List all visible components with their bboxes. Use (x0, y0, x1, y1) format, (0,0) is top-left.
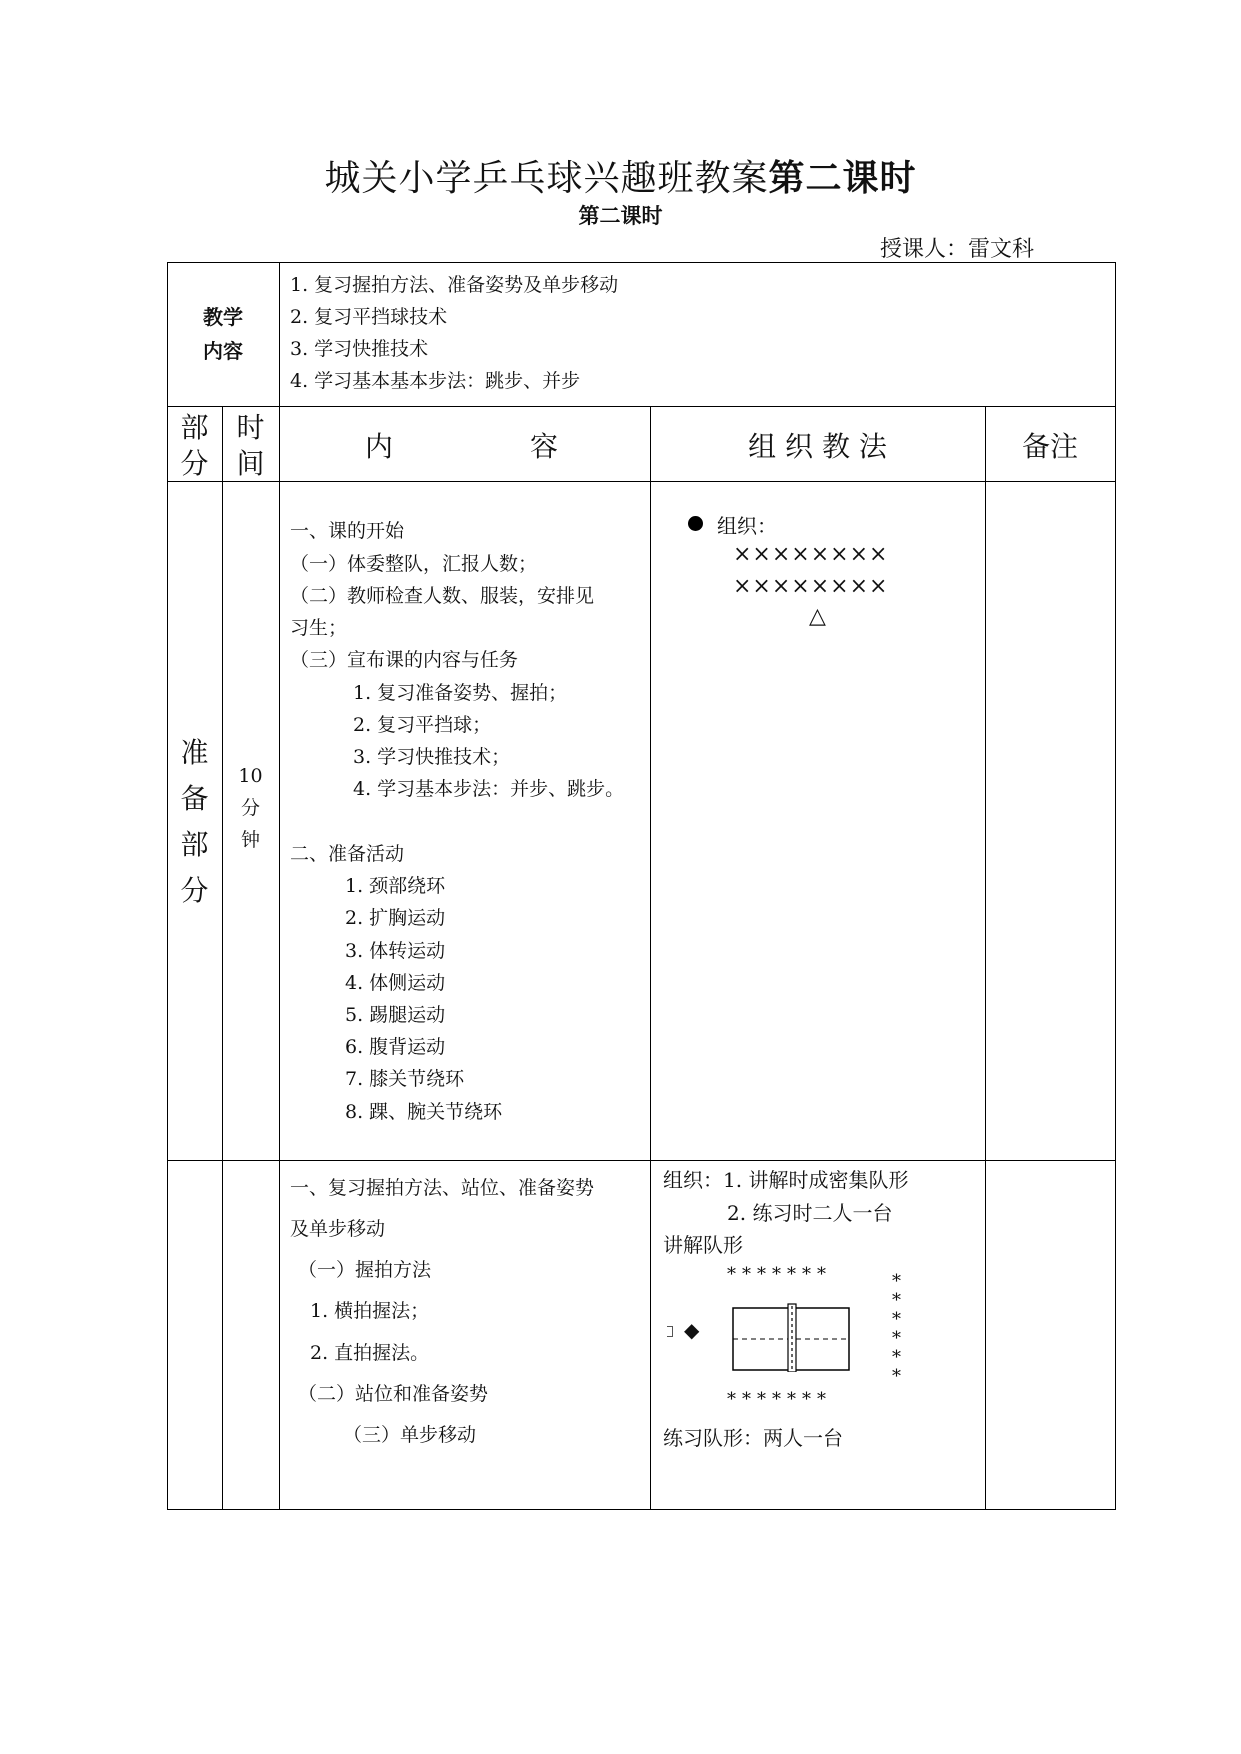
prep-part-label (167, 730, 222, 914)
header-content-b: 容 (530, 430, 559, 463)
teaching-content-item: 3. 学习快推技术 (290, 338, 429, 360)
ping-pong-table-icon (732, 1302, 850, 1372)
page-subtitle: 第二课时 (578, 204, 663, 228)
prep-content-line: 4. 体侧运动 (345, 972, 446, 994)
prep-part-char: 备 (180, 782, 209, 815)
basic-content-line: 1. 横拍握法； (310, 1300, 430, 1322)
teaching-content-label-line2: 内容 (203, 339, 243, 363)
students-column-right (892, 1272, 901, 1386)
prep-content-line: （一）体委整队，汇报人数； (290, 553, 538, 575)
prep-content-line: 1. 复习准备姿势、握拍； (353, 682, 568, 704)
table-col-time-content (279, 262, 280, 1510)
header-part (167, 410, 222, 482)
table-divider-prep (167, 481, 1116, 482)
prep-content-line: （三）宣布课的内容与任务 (290, 649, 519, 671)
header-content-a: 内 (365, 430, 394, 463)
student-mark: * (892, 1290, 901, 1311)
header-method: 组 织 教 法 (748, 430, 887, 463)
student-mark: * (892, 1271, 901, 1292)
prep-time-unit: 钟 (240, 829, 260, 851)
prep-content-line: 3. 体转运动 (345, 940, 446, 962)
small-bracket-icon (667, 1326, 673, 1337)
student-mark: * (892, 1366, 901, 1387)
teaching-content-label-line1: 教学 (203, 305, 243, 329)
prep-time-unit: 分 (240, 797, 260, 819)
prep-content-line: 1. 颈部绕环 (345, 875, 446, 897)
teaching-content-list (290, 269, 618, 397)
prep-part-char: 分 (180, 874, 209, 907)
basic-content-line: 及单步移动 (290, 1218, 386, 1240)
table-col-part-time (222, 406, 223, 1510)
title-main: 城关小学乒乓球兴趣班教案 (324, 158, 769, 199)
prep-time-value: 10 (238, 765, 263, 787)
prep-formation-row: ×××××××× (733, 574, 889, 599)
prep-part-char: 部 (180, 828, 209, 861)
basic-content-line: （二）站位和准备姿势 (298, 1383, 489, 1405)
bullet-icon (688, 516, 703, 531)
prep-content-line: 4. 学习基本步法：并步、跳步。 (353, 778, 625, 800)
table-col-method-notes (985, 406, 986, 1510)
teacher-name: 授课人：雷文科 (880, 237, 1035, 262)
prep-content-line: 一、课的开始 (290, 520, 405, 542)
page-title (0, 150, 1241, 201)
table-divider-header (167, 406, 1116, 407)
table-border-bottom (167, 1509, 1116, 1510)
prep-formation-row: ×××××××× (733, 542, 889, 567)
teaching-content-item: 1. 复习握拍方法、准备姿势及单步移动 (290, 274, 619, 296)
table-border-top (167, 262, 1116, 263)
header-time-char: 间 (236, 447, 265, 480)
basic-org-line: 组织：1. 讲解时成密集队形 (663, 1168, 909, 1192)
students-row-bottom: ******* (727, 1389, 832, 1410)
practice-formation-label: 练习队形：两人一台 (663, 1426, 843, 1450)
teacher-diamond-icon: ◆ (684, 1318, 700, 1342)
header-part-char: 分 (180, 447, 209, 480)
students-row-top: ******* (727, 1264, 832, 1285)
prep-content-line: 二、准备活动 (290, 843, 405, 865)
teaching-content-label (167, 300, 279, 368)
prep-content-line: 习生； (290, 617, 348, 639)
basic-content-line: 2. 直拍握法。 (310, 1342, 430, 1364)
basic-content-line: （一）握拍方法 (298, 1259, 432, 1281)
student-mark: * (892, 1347, 901, 1368)
prep-content-line: （二）教师检查人数、服装，安排见 (290, 585, 595, 607)
prep-content-line: 8. 踝、腕关节绕环 (345, 1101, 503, 1123)
prep-content-line: 5. 踢腿运动 (345, 1004, 446, 1026)
student-mark: * (892, 1309, 901, 1330)
prep-content-line: 6. 腹背运动 (345, 1036, 446, 1058)
formation-label: 讲解队形 (663, 1233, 743, 1257)
header-part-char: 部 (180, 411, 209, 444)
basic-org-line: 2. 练习时二人一台 (727, 1201, 893, 1225)
table-divider-basic (167, 1160, 1116, 1161)
header-time-char: 时 (236, 411, 265, 444)
table-border-right (1115, 262, 1116, 1510)
header-notes: 备注 (1021, 430, 1078, 463)
student-mark: * (892, 1328, 901, 1349)
prep-part-char: 准 (180, 736, 209, 769)
prep-org-label: 组织： (717, 514, 777, 538)
teaching-content-item: 4. 学习基本基本步法：跳步、并步 (290, 370, 581, 392)
prep-content-line: 7. 膝关节绕环 (345, 1068, 465, 1090)
table-col-content-method (650, 406, 651, 1510)
header-time (222, 410, 279, 482)
basic-content-line: （三）单步移动 (343, 1424, 477, 1446)
title-suffix: 第二课时 (768, 158, 917, 199)
teacher-triangle-icon: △ (809, 604, 826, 629)
basic-content-line: 一、复习握拍方法、站位、准备姿势 (290, 1177, 595, 1199)
prep-content-line: 3. 学习快推技术； (353, 746, 511, 768)
prep-time (222, 760, 279, 856)
teaching-content-item: 2. 复习平挡球技术 (290, 306, 448, 328)
prep-content-line: 2. 复习平挡球； (353, 714, 492, 736)
prep-content-line: 2. 扩胸运动 (345, 907, 446, 929)
